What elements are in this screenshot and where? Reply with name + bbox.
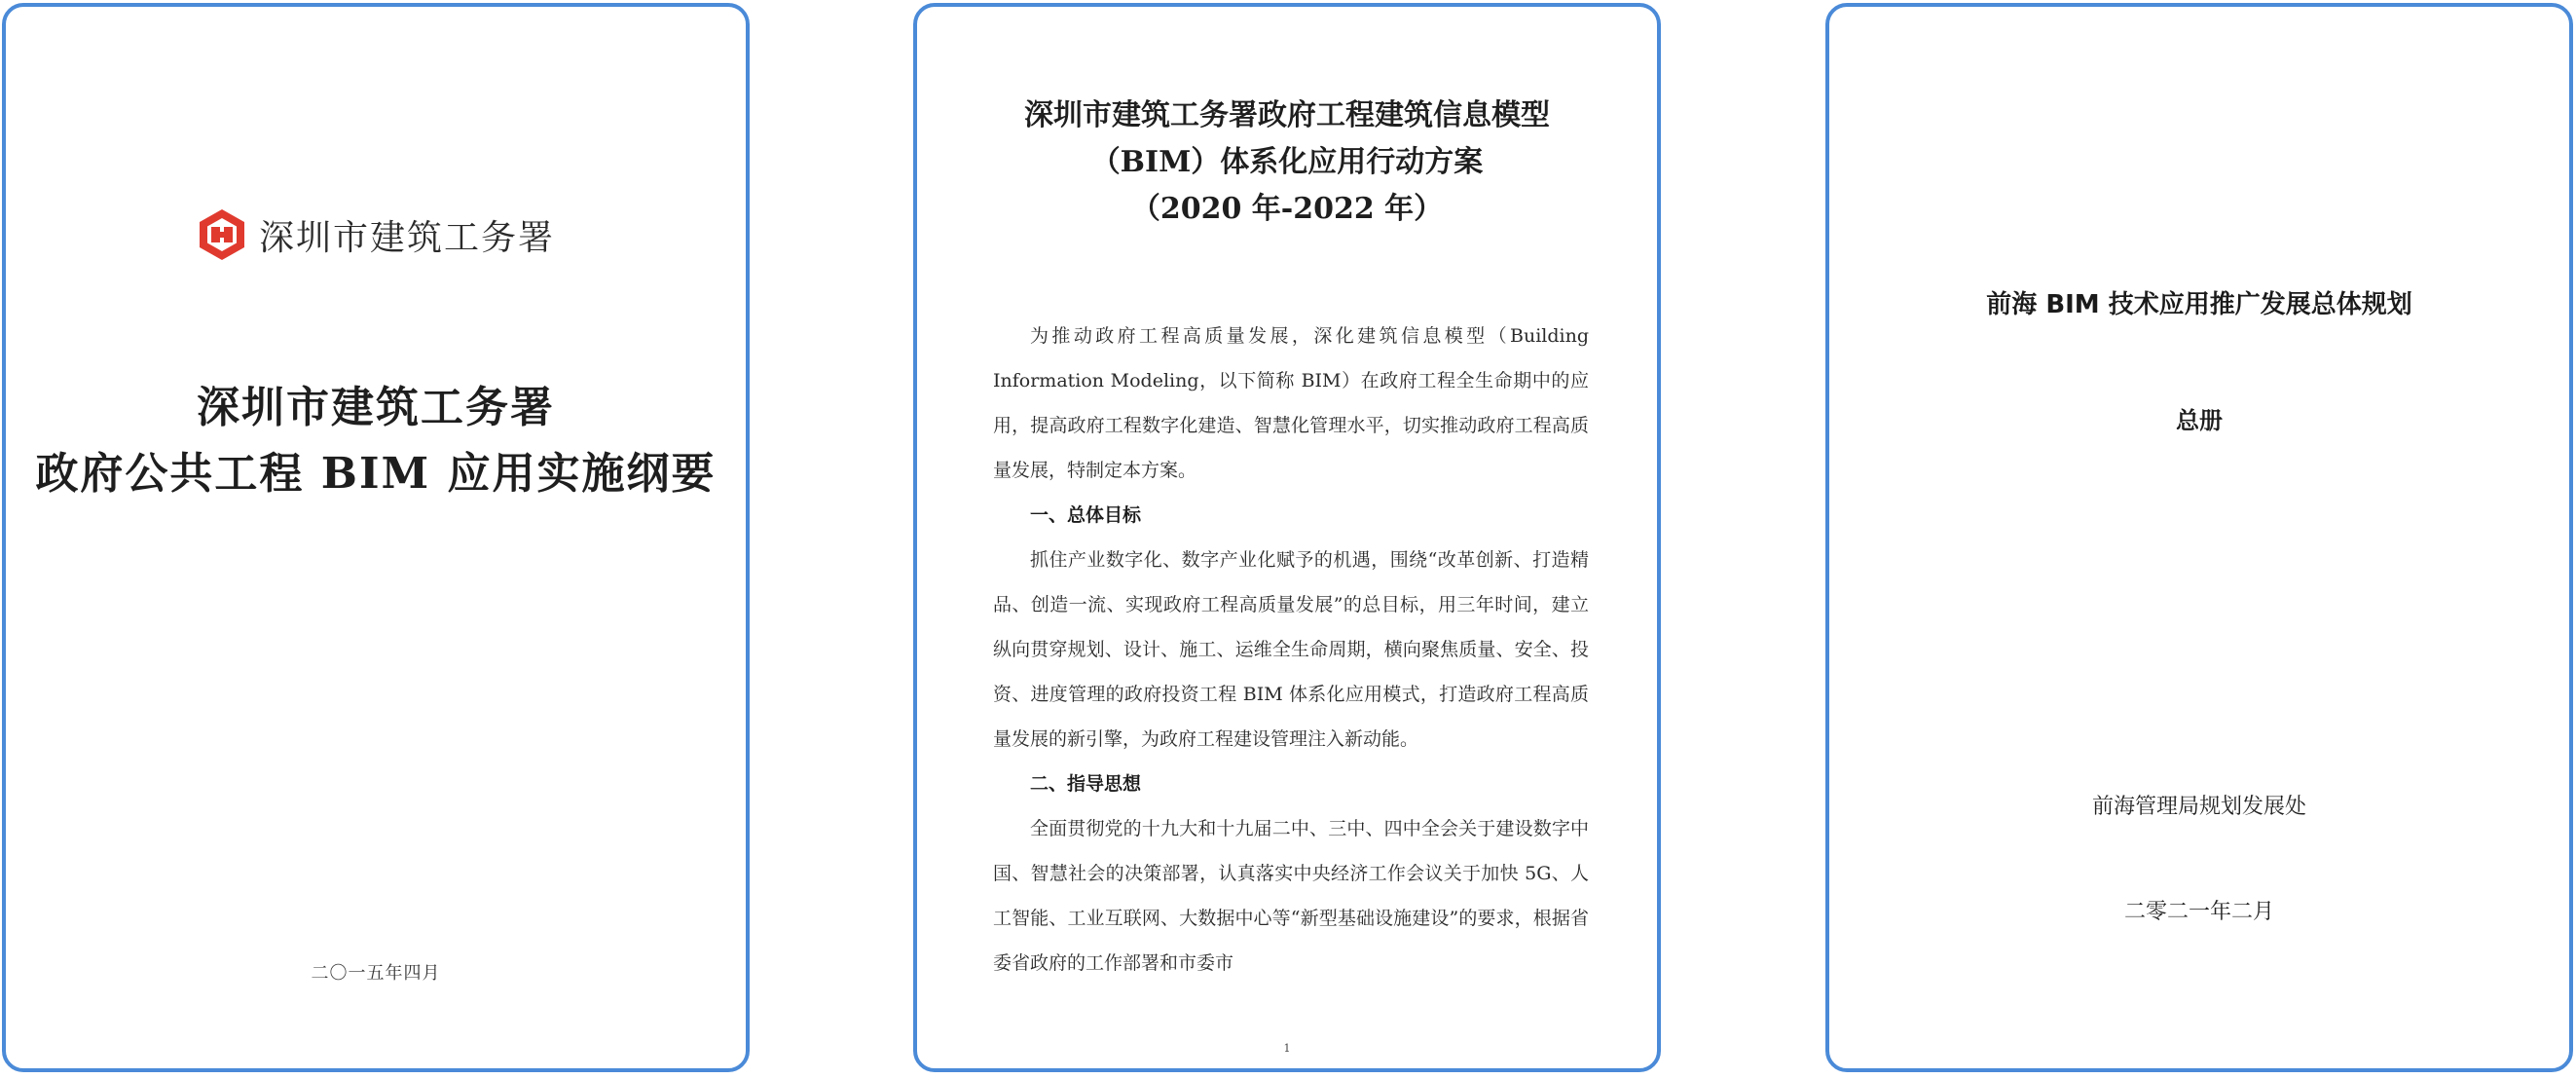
section-heading-2: 二、指导思想 [1030,773,1142,795]
org-header [6,207,746,262]
page-number: 1 [1283,1042,1291,1055]
department-name: 前海管理局规划发展处 [2091,795,2306,819]
document-title: 前海 BIM 技术应用推广发展总体规划 [1986,290,2412,319]
title-line-2: 政府公共工程 BIM 应用实施纲要 [35,449,717,499]
title-line-1: 深圳市建筑工务署政府工程建筑信息模型 [1024,98,1550,132]
volume-label: 总册 [2176,407,2223,434]
title-line-2: （BIM）体系化应用行动方案 [1090,145,1484,179]
document-card-1[interactable] [2,3,750,1072]
title-line-1: 深圳市建筑工务署 [197,383,555,432]
section-heading-1: 一、总体目标 [1030,504,1142,526]
section-paragraph-2: 全面贯彻党的十九大和十九届二中、三中、四中全会关于建设数字中国、智慧社会的决策部署，认真落实中央经济工作会议关于加快 5G、人工智能、工业互联网、大数据中心等“新型基础设施建设”的要求，根据省委省政府的工作部署和市委市 [993,818,1589,974]
document-body [993,314,1589,986]
publish-date: 二零二一年二月 [2123,900,2274,924]
org-name: 深圳市建筑工务署 [258,217,555,258]
document-title [6,375,746,507]
szjw-logo-icon [197,207,247,262]
section-paragraph-1: 抓住产业数字化、数字产业化赋予的机遇，围绕“改革创新、打造精品、创造一流、实现政府工程高质量发展”的总目标，用三年时间，建立纵向贯穿规划、设计、施工、运维全生命周期，横向聚焦质量、安全、投资、进度管理的政府投资工程 BIM 体系化应用模式，打造政府工程高质量发展的新引擎，为政府工程建设管理注入新动能。 [993,549,1589,750]
document-card-2[interactable] [913,3,1661,1072]
publish-date: 二〇一五年四月 [311,963,441,984]
title-line-3: （2020 年-2022 年） [1130,192,1444,226]
document-title [917,93,1657,233]
document-card-3[interactable] [1825,3,2573,1072]
intro-paragraph: 为推动政府工程高质量发展，深化建筑信息模型（Building Information Modeling，以下简称 BIM）在政府工程全生命期中的应用，提高政府工程数字化建造、智慧化管理水平，切实推动政府工程高质量发展，特制定本方案。 [993,325,1589,481]
